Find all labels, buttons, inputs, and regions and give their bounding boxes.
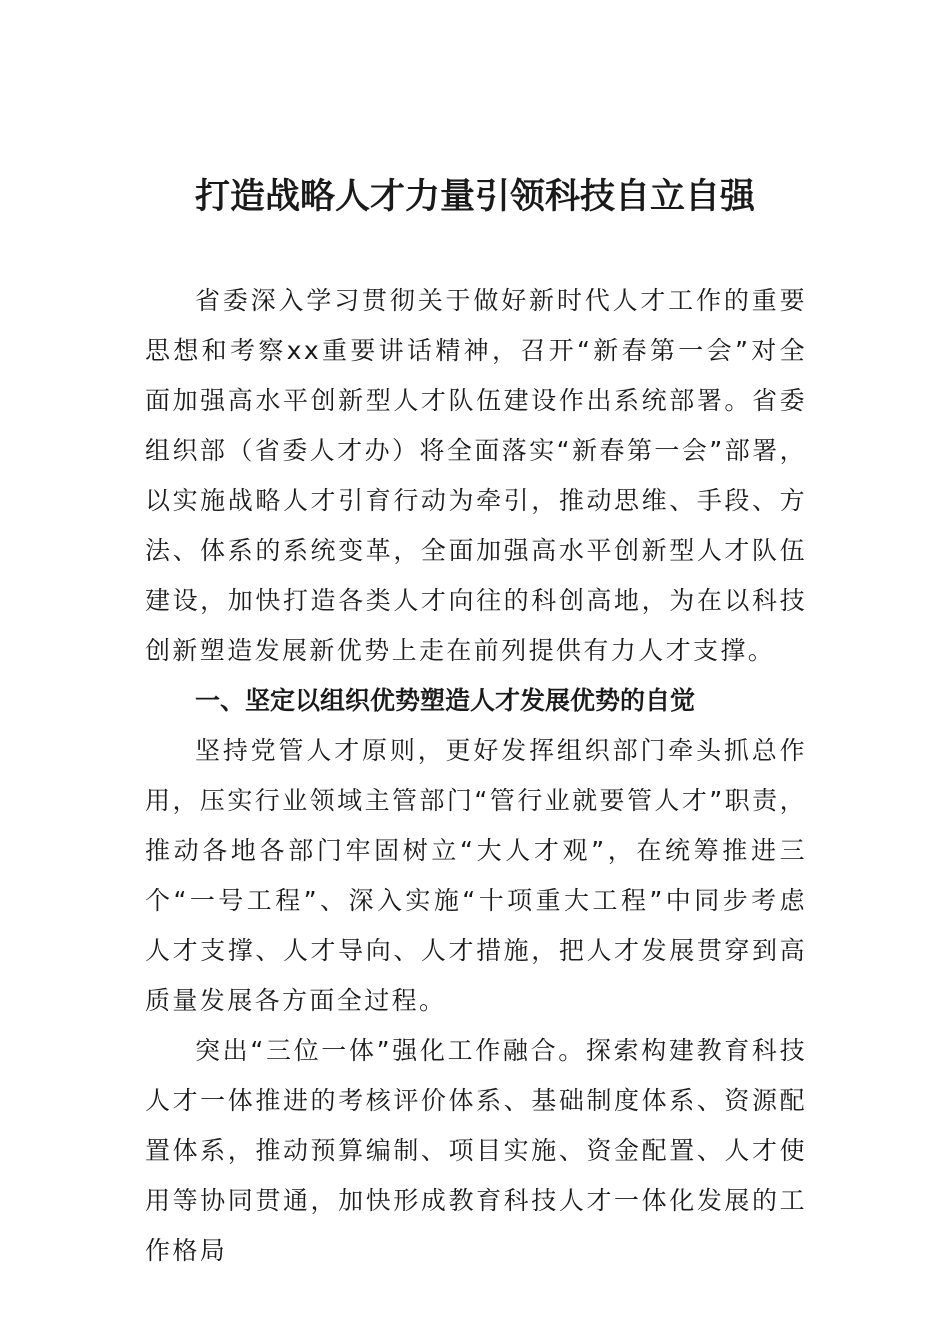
paragraph-integration: 突出“三位一体”强化工作融合。探索构建教育科技人才一体推进的考核评价体系、基础制度体系、资源配置体系，推动预算编制、项目实施、资金配置、人才使用等协同贯通，加快形成教育科技人才一体化发展的工作格局	[145, 1036, 807, 1265]
paragraph-party-leadership: 坚持党管人才原则，更好发挥组织部门牵头抓总作用，压实行业领域主管部门“管行业就要管人才”职责，推动各地各部门牢固树立“大人才观”，在统筹推进三个“一号工程”、深入实施“十项重大工程”中同步考虑人才支撑、人才导向、人才措施，把人才发展贯穿到高质量发展各方面全过程。	[145, 736, 807, 1015]
document-title: 打造战略人才力量引领科技自立自强	[194, 176, 755, 217]
document-body	[145, 276, 807, 1276]
paragraph-intro: 省委深入学习贯彻关于做好新时代人才工作的重要思想和考察xx重要讲话精神，召开“新春第一会”对全面加强高水平创新型人才队伍建设作出系统部署。省委组织部（省委人才办）将全面落实“新春第一会”部署，以实施战略人才引育行动为牵引，推动思维、手段、方法、体系的系统变革，全面加强高水平创新型人才队伍建设，加快打造各类人才向往的科创高地，为在以科技创新塑造发展新优势上走在前列提供有力人才支撑。	[145, 286, 807, 665]
section-heading: 一、坚定以组织优势塑造人才发展优势的自觉	[195, 686, 696, 715]
